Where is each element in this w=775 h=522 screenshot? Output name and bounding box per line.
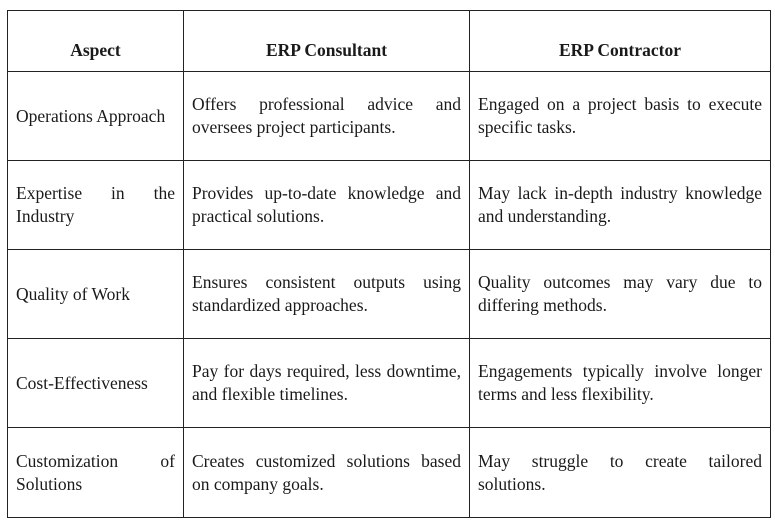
table-row xyxy=(8,339,771,428)
consultant-cell: Ensures consistent outputs using standardized approaches. xyxy=(184,250,470,339)
contractor-cell: Quality outcomes may vary due to differing methods. xyxy=(470,250,771,339)
consultant-cell: Creates customized solutions based on company goals. xyxy=(184,428,470,518)
contractor-cell: Engagements typically involve longer terms and less flexibility. xyxy=(470,339,771,428)
aspect-cell: Operations Approach xyxy=(8,72,184,161)
table-body xyxy=(8,72,771,518)
contractor-cell: May struggle to create tailored solutions. xyxy=(470,428,771,518)
comparison-table xyxy=(7,10,771,518)
table-row xyxy=(8,250,771,339)
consultant-cell: Provides up-to-date knowledge and practical solutions. xyxy=(184,161,470,250)
header-erp-contractor: ERP Contractor xyxy=(470,11,771,72)
table-row xyxy=(8,72,771,161)
consultant-cell: Offers professional advice and oversees project participants. xyxy=(184,72,470,161)
header-aspect: Aspect xyxy=(8,11,184,72)
contractor-cell: Engaged on a project basis to execute specific tasks. xyxy=(470,72,771,161)
header-erp-consultant: ERP Consultant xyxy=(184,11,470,72)
aspect-cell: Quality of Work xyxy=(8,250,184,339)
table-row xyxy=(8,161,771,250)
aspect-cell: Expertise in the Industry xyxy=(8,161,184,250)
consultant-cell: Pay for days required, less downtime, and flexible timelines. xyxy=(184,339,470,428)
aspect-cell: Customization of Solutions xyxy=(8,428,184,518)
aspect-cell: Cost-Effectiveness xyxy=(8,339,184,428)
contractor-cell: May lack in-depth industry knowledge and understanding. xyxy=(470,161,771,250)
table-header xyxy=(8,11,771,72)
table-row xyxy=(8,428,771,518)
header-row xyxy=(8,11,771,72)
